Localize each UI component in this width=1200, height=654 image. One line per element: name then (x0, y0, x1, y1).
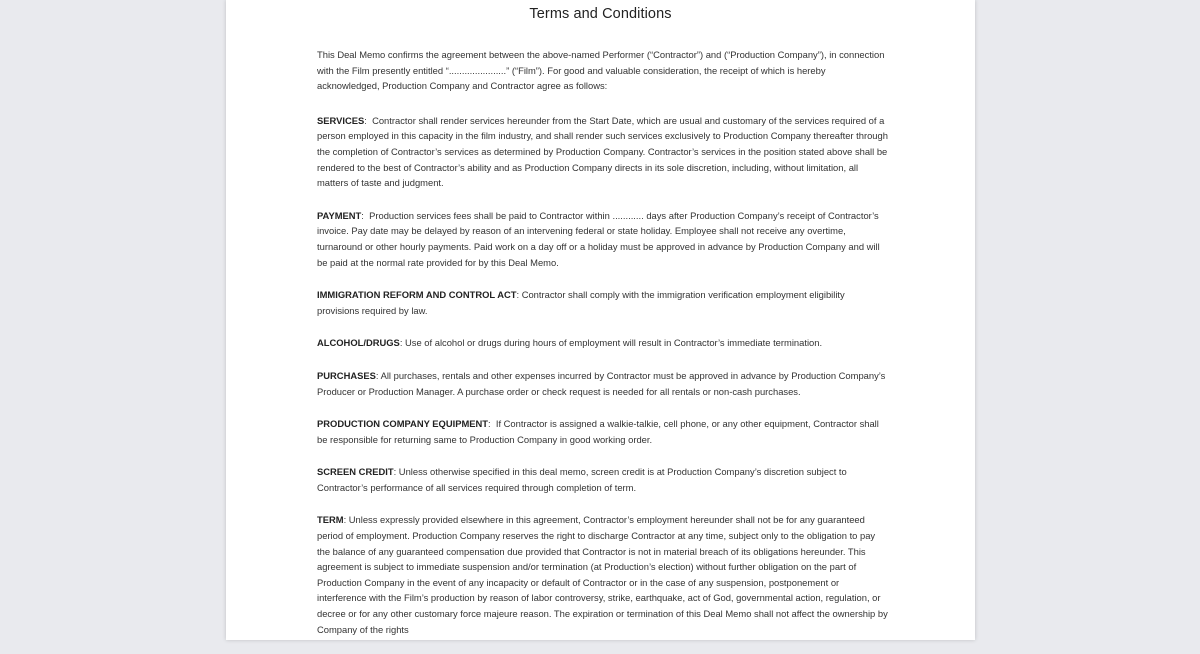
section-body: Contractor shall render services hereunder from the Start Date, which are usual and customary of the services required of a person employed in this capacity in the film industry, and shall render such services exclusively to Production Company thereafter through the completion of Contractor’s services as determined by Production Company. Contractor’s services in the position stated above shall be rendered to the best of Contractor’s ability and as Production Company directs in its sole discretion, including, without limitation, all matters of taste and judgment. (317, 114, 888, 189)
section-payment (317, 208, 889, 270)
section-heading: IMMIGRATION REFORM AND CONTROL ACT (317, 289, 517, 301)
heading-colon: : (361, 209, 370, 221)
document-page (226, 0, 975, 640)
section-heading: SERVICES (317, 114, 365, 126)
heading-colon: : (375, 369, 381, 381)
section-heading: ALCOHOL/DRUGS (317, 337, 400, 349)
section-body: Use of alcohol or drugs during hours of employment will result in Contractor’s immediate termination. (405, 337, 823, 349)
heading-colon: : (393, 466, 399, 478)
heading-colon: : (364, 114, 373, 126)
document-body (317, 47, 889, 654)
section-screen-credit (317, 464, 889, 495)
section-heading: SCREEN CREDIT (317, 466, 394, 478)
heading-colon: : (343, 514, 349, 526)
document-title: Terms and Conditions (529, 6, 672, 22)
intro-text: This Deal Memo confirms the agreement between the above-named Performer (“Contractor”) and (“Production Company”), in connection with the Film presently entitled “......................” (“Film”). For good and valuable consideration, the receipt of which is hereby acknowledged, Production Company and Contractor agree as follows: (317, 49, 885, 92)
section-heading: PRODUCTION COMPANY EQUIPMENT (317, 418, 489, 430)
section-body: Unless otherwise specified in this deal memo, screen credit is at Production Company’s discretion subject to Contractor’s performance of all services required through completion of term. (317, 466, 847, 493)
section-services (317, 113, 889, 191)
heading-colon: : (399, 337, 406, 349)
section-body: Production services fees shall be paid to Contractor within ............ days after Production Company’s receipt of Contractor’s invoice. Pay date may be delayed by reason of an intervening federal or state holiday. Employee shall not receive any overtime, turnaround or other hourly payments. Paid work on a day off or a holiday must be approved in advance by Production Company and will be paid at the normal rate provided for by this Deal Memo. (317, 209, 880, 268)
section-heading: PAYMENT (317, 209, 362, 221)
section-purchases (317, 368, 889, 399)
section-immigration (317, 287, 889, 318)
section-body: If Contractor is assigned a walkie-talkie, cell phone, or any other equipment, Contractor shall be responsible for returning same to Production Company in good working order. (317, 418, 879, 445)
section-heading: PURCHASES (317, 369, 376, 381)
section-body: All purchases, rentals and other expenses incurred by Contractor must be approved in advance by Production Company’s Producer or Production Manager. A purchase order or check request is needed for all rentals or non-cash purchases. (317, 369, 886, 397)
section-body: Unless expressly provided elsewhere in this agreement, Contractor’s employment hereunder shall not be for any guaranteed period of employment. Production Company reserves the right to discharge Contractor at any time, subject only to the obligation to pay the balance of any guaranteed compensation due provided that Contractor is not in material breach of its obligations hereunder. This agreement is subject to immediate suspension and/or termination (at Production’s election) without further obligation on the part of Production Company in the event of any incapacity or default of Contractor or in the case of any suspension, postponement or interference with the Film’s production by reason of labor controversy, strike, earthquake, act of God, governmental action, regulation, or decree or for any other customary force majeure reason. The expiration or termination of this Deal Memo shall not affect the ownership by Company of the rights (317, 514, 888, 635)
intro-paragraph (317, 47, 889, 94)
section-alcohol-drugs (317, 335, 889, 351)
section-equipment (317, 416, 889, 447)
section-term (317, 512, 889, 637)
heading-colon: : (516, 289, 522, 301)
heading-colon: : (488, 418, 496, 430)
section-body: Contractor shall comply with the immigration verification employment eligibility provisions required by law. (317, 289, 845, 316)
section-heading: TERM (317, 514, 344, 526)
